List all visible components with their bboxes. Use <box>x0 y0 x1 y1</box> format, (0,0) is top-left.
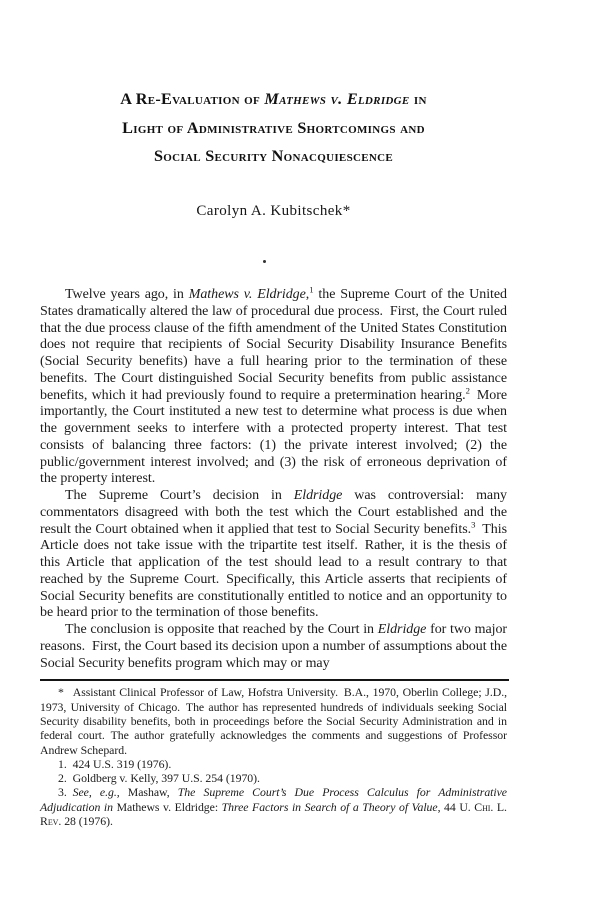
title-line-1: A Re-Evaluation of Mathews v. Eldridge in <box>120 90 427 108</box>
footnotes-block <box>40 685 507 828</box>
author-byline: Carolyn A. Kubitschek* <box>196 203 351 220</box>
footnote-star: * Assistant Clinical Professor of Law, Hofstra University. B.A., 1970, Oberlin College; J.D., 1973, University of Chicago. The author has represented hundreds of individuals seeking Social Security disability benefits, both in proceedings before the Social Security Administration and in federal court. The author gratefully acknowledges the comments and suggestions of Professor Andrew Schepard. <box>40 685 507 757</box>
paragraph-3: The conclusion is opposite that reached by the Court in Eldridge for two major reasons. First, the Court based its decision upon a number of assumptions about the Social Security benefits program which may or may <box>40 622 508 671</box>
paragraph-2: The Supreme Court’s decision in Eldridge was controversial: many commentators disagreed with both the test which the Court established and the result the Court obtained when it applied that test to Social Security benefits.$^3$ This Article does not take issue with the tripartite test itself. Rather, it is the thesis of this Article that application of the test should lead to a result contrary to that reached by the Supreme Court. Specifically, this Article asserts that recipients of Social Security benefits are constitutionally entitled to notice and an opportunity to be heard prior to the termination of those benefits. <box>40 488 507 621</box>
title-line-3: Social Security Nonacquiescence <box>153 147 393 166</box>
article-title <box>40 85 507 171</box>
footnote-2: 2. Goldberg v. Kelly, 397 U.S. 254 (1970). <box>58 771 260 786</box>
article-body <box>40 284 508 672</box>
footnote-3: 3. See, e.g., Mashaw, The Supreme Court’s Due Process Calculus for Administrative Adjudication in Mathews v. Eldridge: Three Factors in Search of a Theory of Value, 44 U. Chi. L. Rev. 28 (1976). <box>40 785 507 829</box>
footnote-separator-rule <box>40 679 509 681</box>
footnote-1: 1. 424 U.S. 319 (1976). <box>58 756 172 771</box>
paragraph-1: Twelve years ago, in Mathews v. Eldridge,$^1$ the Supreme Court of the United States dramatically altered the law of procedural due process. First, the Court ruled that the due process clause of the fifth amendment of the United States Constitution does not require that recipients of Social Security Disability Insurance Benefits (Social Security benefits) have a full hearing prior to the termination of these benefits. The Court distinguished Social Security benefits from public assistance benefits, which it had previously found to require a pretermination hearing.$^2$ More importantly, the Court instituted a new test to determine what process is due when the government seeks to interfere with a protected property interest. That test consists of balancing three factors: (1) the private interest involved; (2) the public/government interest involved; and (3) the risk of erroneous deprivation of the property interest. <box>40 284 507 487</box>
title-line-2: Light of Administrative Shortcomings and <box>122 118 425 137</box>
stray-ink-mark <box>263 260 266 263</box>
